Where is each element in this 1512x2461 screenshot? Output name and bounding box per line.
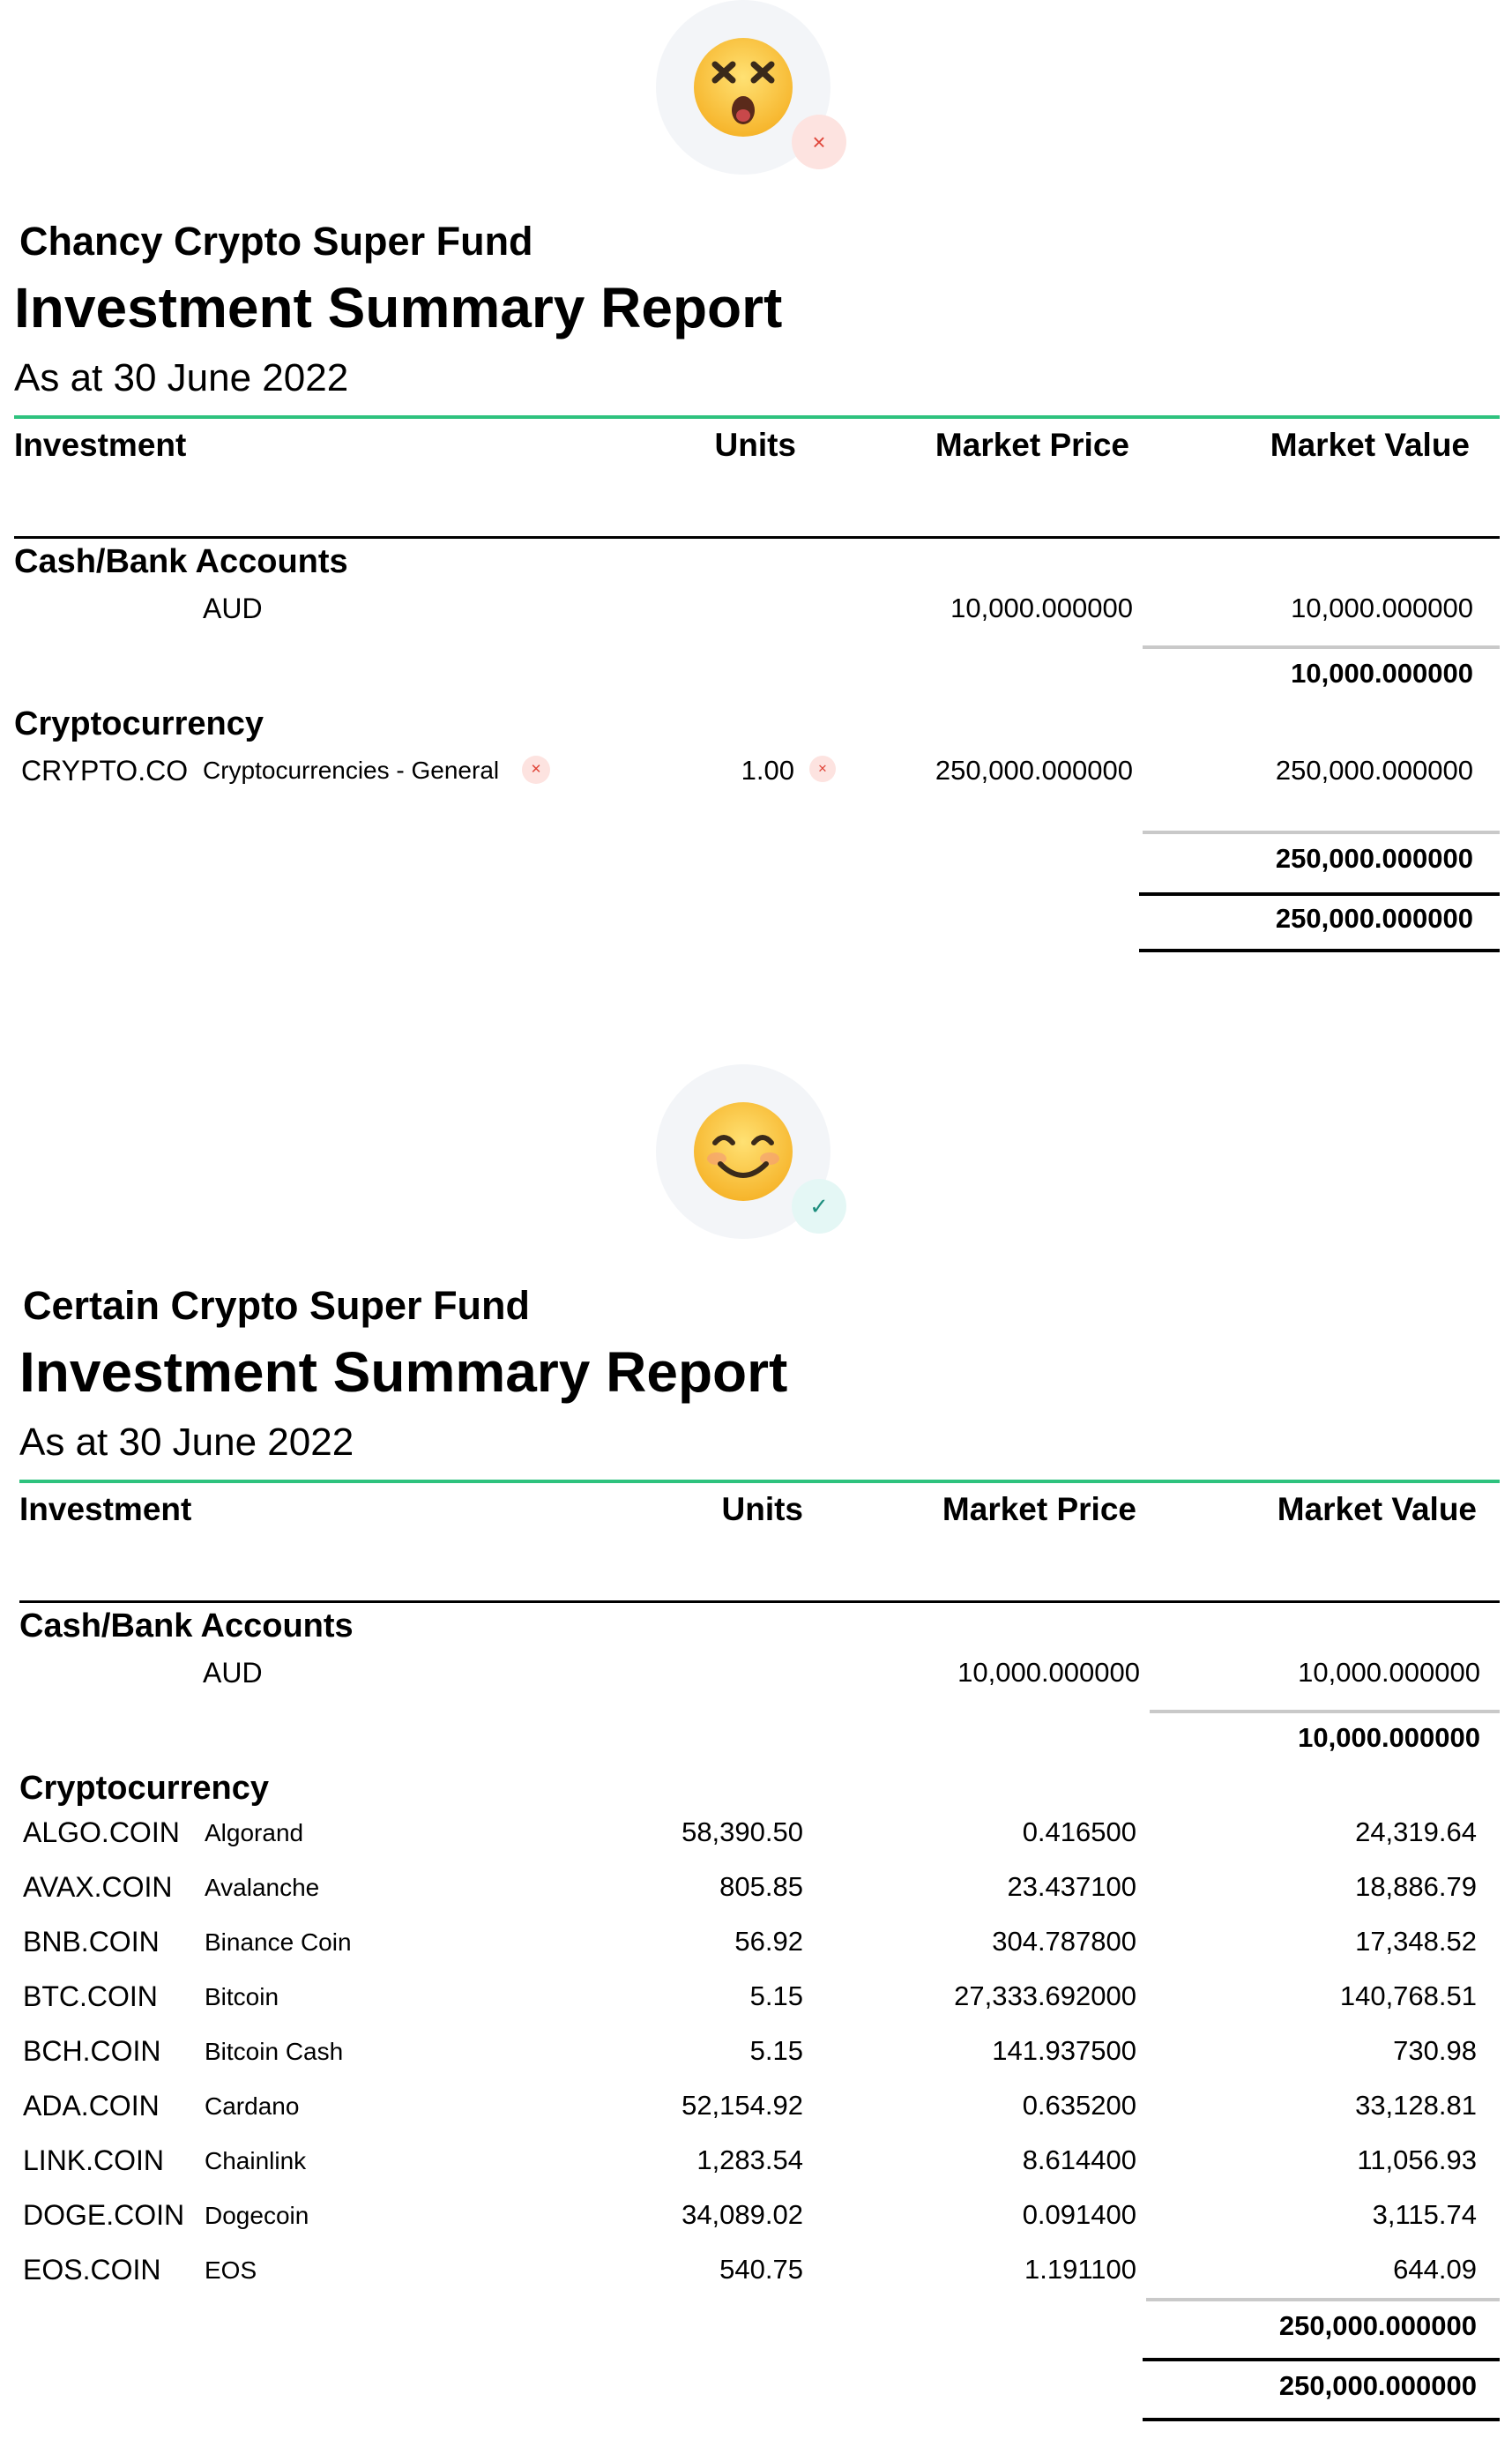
- total-rule: [1143, 2358, 1500, 2361]
- col-header-market-value: Market Value: [1270, 427, 1470, 463]
- cell-market-price: 8.614400: [1022, 2144, 1136, 2175]
- subtotal-cash: 10,000.000000: [1298, 1722, 1480, 1753]
- cell-name: Dogecoin: [205, 2202, 309, 2229]
- total-rule-bottom: [1143, 2418, 1500, 2421]
- cell-name: Chainlink: [205, 2147, 307, 2174]
- total-rule-bottom: [1139, 949, 1500, 952]
- report-date: As at 30 June 2022: [14, 356, 349, 399]
- cell-market-value: 644.09: [1393, 2254, 1477, 2285]
- cell-market-price: 27,333.692000: [954, 1980, 1136, 2011]
- cell-market-value: 18,886.79: [1355, 1871, 1477, 1902]
- cell-market-value: 17,348.52: [1355, 1926, 1477, 1957]
- cell-code: LINK.COIN: [23, 2144, 165, 2176]
- header-rule: [19, 1480, 1500, 1483]
- cell-code: AUD: [203, 593, 263, 624]
- close-icon: ×: [812, 129, 826, 155]
- cell-code: BTC.COIN: [23, 1980, 158, 2012]
- cell-market-price: 0.416500: [1022, 1816, 1136, 1847]
- cell-units: 1.00: [741, 755, 794, 786]
- cell-units: 5.15: [749, 1980, 803, 2011]
- cell-market-value: 33,128.81: [1355, 2090, 1477, 2121]
- cell-units: 34,089.02: [682, 2199, 803, 2230]
- smiling-face-icon: [690, 1099, 796, 1204]
- fund-name: Certain Crypto Super Fund: [23, 1283, 531, 1328]
- col-header-investment: Investment: [19, 1491, 192, 1527]
- subtotal-rule: [1143, 831, 1500, 834]
- section-rule: [19, 1600, 1500, 1603]
- cell-market-value: 140,768.51: [1339, 1980, 1477, 2011]
- section-title-crypto: Cryptocurrency: [19, 1770, 269, 1807]
- report-title: Investment Summary Report: [14, 276, 783, 339]
- cell-units: 52,154.92: [682, 2090, 803, 2121]
- cell-market-price: 23.437100: [1007, 1871, 1136, 1902]
- cell-code: AVAX.COIN: [23, 1871, 173, 1903]
- subtotal-crypto: 250,000.000000: [1275, 843, 1473, 874]
- subtotal-crypto: 250,000.000000: [1278, 2310, 1477, 2341]
- cell-market-value: 3,115.74: [1372, 2199, 1477, 2230]
- warning-x-icon: ✕: [522, 756, 550, 784]
- col-header-market-value: Market Value: [1277, 1491, 1477, 1527]
- cell-code: BCH.COIN: [23, 2035, 161, 2067]
- cell-code: ADA.COIN: [23, 2090, 160, 2122]
- cell-units: 1,283.54: [696, 2144, 803, 2175]
- cell-market-price: 141.937500: [992, 2035, 1136, 2066]
- cell-code: DOGE.COIN: [23, 2199, 185, 2231]
- subtotal-rule: [1146, 2298, 1500, 2301]
- status-emoji: [656, 0, 830, 175]
- check-icon: ✓: [809, 1193, 829, 1219]
- report-title: Investment Summary Report: [19, 1340, 788, 1404]
- cell-code: EOS.COIN: [23, 2254, 161, 2286]
- col-header-units: Units: [714, 427, 796, 463]
- cell-name: Cryptocurrencies - General: [203, 757, 500, 784]
- report-date: As at 30 June 2022: [19, 1421, 354, 1464]
- cell-market-price: 250,000.000000: [935, 755, 1133, 786]
- col-header-market-price: Market Price: [942, 1491, 1136, 1527]
- cell-code: BNB.COIN: [23, 1926, 160, 1958]
- cell-market-value: 250,000.000000: [1275, 755, 1473, 786]
- cell-market-price: 10,000.000000: [950, 593, 1133, 623]
- subtotal-cash: 10,000.000000: [1291, 658, 1473, 689]
- col-header-units: Units: [721, 1491, 803, 1527]
- cell-name: Bitcoin Cash: [205, 2038, 344, 2065]
- cell-market-value: 24,319.64: [1355, 1816, 1477, 1847]
- cell-name: EOS: [205, 2256, 257, 2284]
- cell-name: Bitcoin: [205, 1983, 279, 2010]
- cell-market-price: 304.787800: [992, 1926, 1136, 1957]
- cell-units: 805.85: [719, 1871, 803, 1902]
- fail-badge: [792, 115, 846, 169]
- subtotal-rule: [1143, 645, 1500, 649]
- cell-name: Binance Coin: [205, 1928, 352, 1956]
- cell-units: 58,390.50: [682, 1816, 803, 1847]
- fund-name: Chancy Crypto Super Fund: [19, 219, 533, 264]
- status-emoji: [656, 1064, 830, 1239]
- cell-name: Avalanche: [205, 1874, 320, 1901]
- cell-code: AUD: [203, 1657, 263, 1689]
- cell-market-price: 1.191100: [1024, 2254, 1136, 2285]
- cell-market-value: 10,000.000000: [1291, 593, 1473, 623]
- section-title-cash: Cash/Bank Accounts: [19, 1607, 354, 1644]
- total-rule: [1139, 892, 1500, 896]
- dizzy-face-icon: [690, 34, 796, 140]
- cell-market-price: 10,000.000000: [957, 1657, 1140, 1688]
- cell-units: 5.15: [749, 2035, 803, 2066]
- cell-market-value: 11,056.93: [1357, 2144, 1477, 2175]
- cell-units: 56.92: [734, 1926, 803, 1957]
- cell-market-price: 0.091400: [1022, 2199, 1136, 2230]
- cell-market-value: 10,000.000000: [1298, 1657, 1480, 1688]
- cell-code: CRYPTO.CO: [21, 755, 189, 787]
- cell-name: Cardano: [205, 2092, 300, 2120]
- col-header-market-price: Market Price: [935, 427, 1129, 463]
- cell-units: 540.75: [719, 2254, 803, 2285]
- col-header-investment: Investment: [14, 427, 187, 463]
- section-title-crypto: Cryptocurrency: [14, 705, 264, 742]
- grand-total: 250,000.000000: [1275, 903, 1473, 934]
- section-rule: [14, 536, 1500, 539]
- cell-market-value: 730.98: [1393, 2035, 1477, 2066]
- warning-x-icon: ✕: [809, 756, 836, 782]
- header-rule: [14, 415, 1500, 419]
- cell-market-price: 0.635200: [1022, 2090, 1136, 2121]
- grand-total: 250,000.000000: [1278, 2370, 1477, 2401]
- cell-name: Algorand: [205, 1819, 304, 1846]
- section-title-cash: Cash/Bank Accounts: [14, 543, 348, 580]
- subtotal-rule: [1150, 1710, 1500, 1713]
- pass-badge: [792, 1179, 846, 1234]
- cell-code: ALGO.COIN: [23, 1816, 180, 1848]
